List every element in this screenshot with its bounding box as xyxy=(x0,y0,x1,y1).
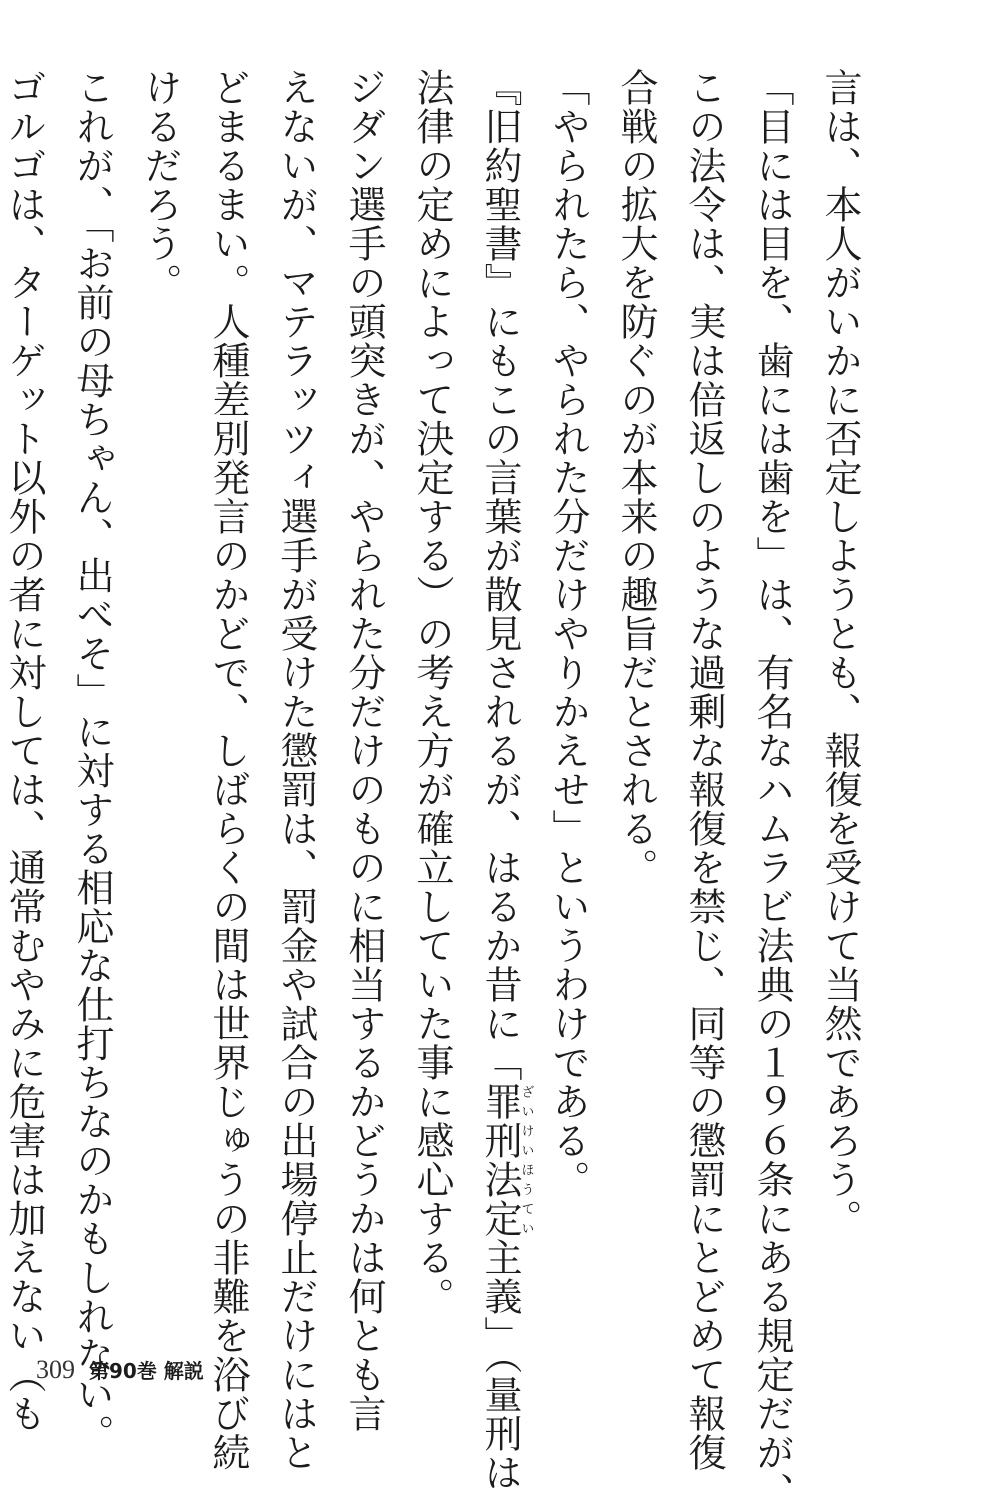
text-line-with-ruby xyxy=(466,68,534,1492)
page-number: 309 xyxy=(36,1355,75,1384)
text-line: 「やられたら、やられた分だけやりかえせ」というわけである。 xyxy=(546,68,590,1199)
page-footer xyxy=(36,1355,204,1385)
text-line: けるだろう。 xyxy=(138,68,182,302)
text-line: 法律の定めによって決定する）の考え方が確立していた事に感心する。 xyxy=(410,68,454,1316)
text-line: これが、「お前の母ちゃん、出べそ」に対する相応な仕打ちなのかもしれない。 xyxy=(70,68,114,1453)
volume-title: 第90巻 解説 xyxy=(89,1359,204,1383)
text-line: 「目には目を、歯には歯を」は、有名なハムラビ法典の１９６条にある規定だが、 xyxy=(750,68,794,1511)
text-segment: 」（量刑は xyxy=(478,1316,522,1492)
text-line: ジダン選手の頭突きが、やられた分だけのものに相当するかどうかは何とも言 xyxy=(342,68,386,1433)
ruby-term-zaikei-houtei: 罪ざい刑けい法ほう定てい主義 xyxy=(478,1082,534,1316)
text-line: どまるまい。人種差別発言のかどで、しばらくの間は世界じゅうの非難を浴び続 xyxy=(206,68,250,1472)
text-line: えないが、マテラッツィ選手が受けた懲罰は、罰金や試合の出場停止だけにはと xyxy=(274,68,318,1472)
text-line: この法令は、実は倍返しのような過剰な報復を禁じ、同等の懲罰にとどめて報復 xyxy=(682,68,726,1472)
text-line: 合戦の拡大を防ぐのが本来の趣旨だとされる。 xyxy=(614,68,658,887)
text-line: ゴルゴは、ターゲット以外の者に対しては、通常むやみに危害は加えない（も xyxy=(2,68,46,1433)
text-segment: 『旧約聖書』にもこの言葉が散見されるが、はるか昔に「 xyxy=(478,68,522,1082)
text-line: 言は、本人がいかに否定しようとも、報復を受けて当然であろう。 xyxy=(818,68,862,1238)
